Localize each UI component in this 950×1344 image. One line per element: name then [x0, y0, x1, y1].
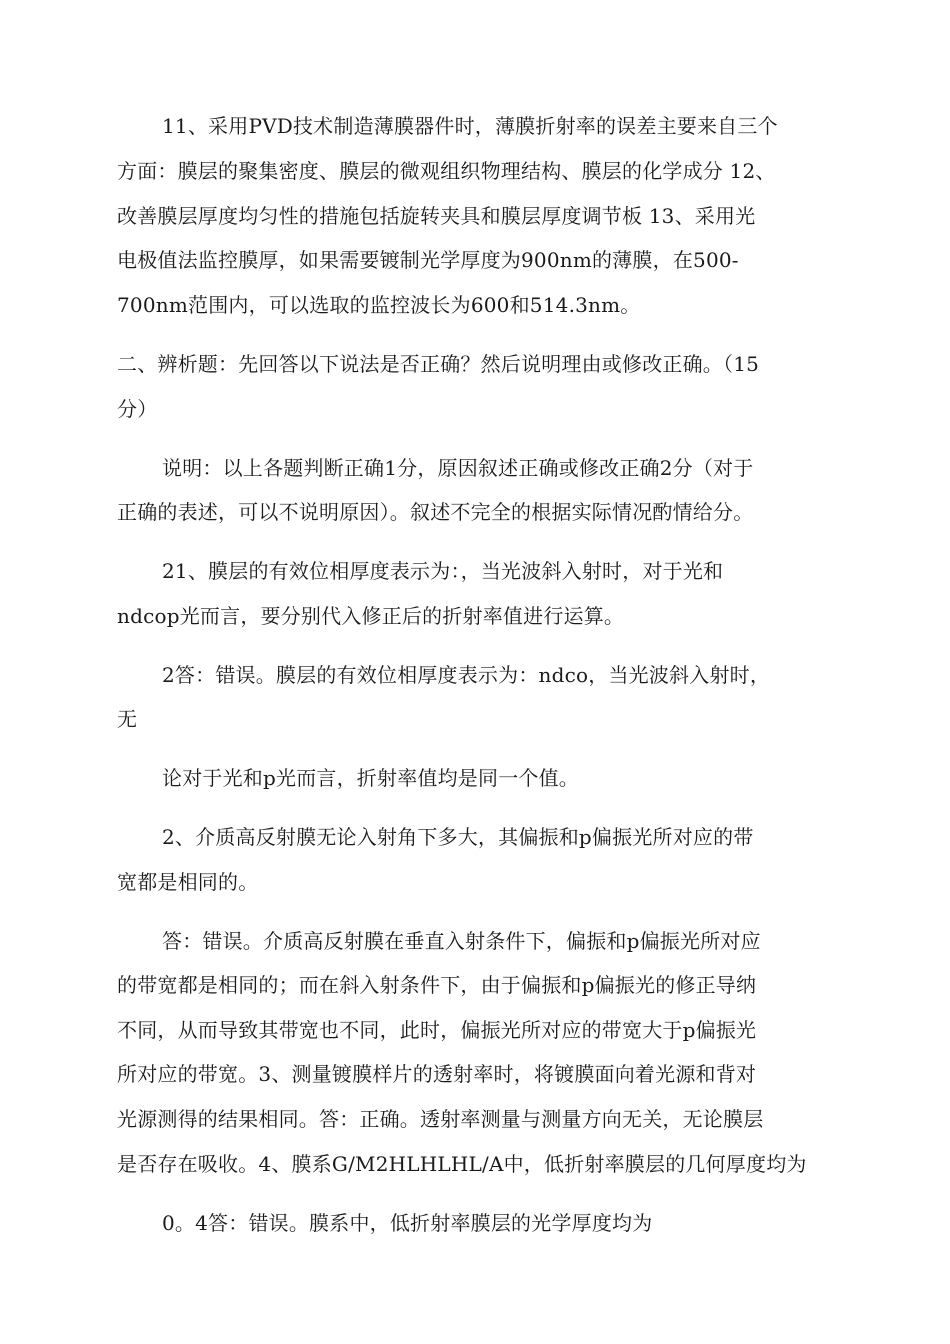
text-line: 的带宽都是相同的；而在斜入射条件下，由于偏振和p偏振光的修正导纳 [117, 973, 757, 997]
text-line: 21、膜层的有效位相厚度表示为：，当光波斜入射时，对于光和 [162, 559, 724, 583]
text-line: 答：错误。介质高反射膜在垂直入射条件下，偏振和p偏振光所对应 [162, 929, 761, 953]
text-line: ndcop光而言，要分别代入修正后的折射率值进行运算。 [117, 604, 625, 628]
text-line: 700nm范围内，可以选取的监控波长为600和514.3nm。 [117, 293, 641, 317]
text-line: 所对应的带宽。3、测量镀膜样片的透射率时，将镀膜面向着光源和背对 [117, 1062, 757, 1086]
text-line: 宽都是相同的。 [117, 870, 259, 894]
text-line: 正确的表述，可以不说明原因）。叙述不完全的根据实际情况酌情给分。 [117, 500, 754, 524]
text-line: 说明：以上各题判断正确1分，原因叙述正确或修改正确2分（对于 [162, 456, 754, 480]
text-line: 分） [117, 397, 158, 421]
text-line: 无 [117, 707, 138, 731]
text-line: 2答：错误。膜层的有效位相厚度表示为：ndco，当光波斜入射时， [162, 663, 771, 687]
text-line: 11、采用PVD技术制造薄膜器件时，薄膜折射率的误差主要来自三个 [162, 114, 778, 138]
text-line: 方面：膜层的聚集密度、膜层的微观组织物理结构、膜层的化学成分 12、 [117, 159, 776, 183]
text-line: 2、介质高反射膜无论入射角下多大，其偏振和p偏振光所对应的带 [162, 825, 754, 849]
text-line: 论对于光和p光而言，折射率值均是同一个值。 [162, 766, 580, 790]
text-line: 光源测得的结果相同。答：正确。透射率测量与测量方向无关，无论膜层 [117, 1107, 764, 1131]
text-line: 是否存在吸收。4、膜系G/M2HLHLHL/A中，低折射率膜层的几何厚度均为 [117, 1152, 807, 1176]
text-line: 不同，从而导致其带宽也不同，此时，偏振光所对应的带宽大于p偏振光 [117, 1018, 757, 1042]
text-line: 电极值法监控膜厚，如果需要镀制光学厚度为900nm的薄膜，在500- [117, 248, 739, 272]
text-line: 改善膜层厚度均匀性的措施包括旋转夹具和膜层厚度调节板 13、采用光 [117, 204, 756, 228]
section-heading: 二、辨析题：先回答以下说法是否正确？然后说明理由或修改正确。（15 [117, 352, 760, 376]
text-line: 0。4答：错误。膜系中，低折射率膜层的光学厚度均为 [162, 1211, 653, 1235]
